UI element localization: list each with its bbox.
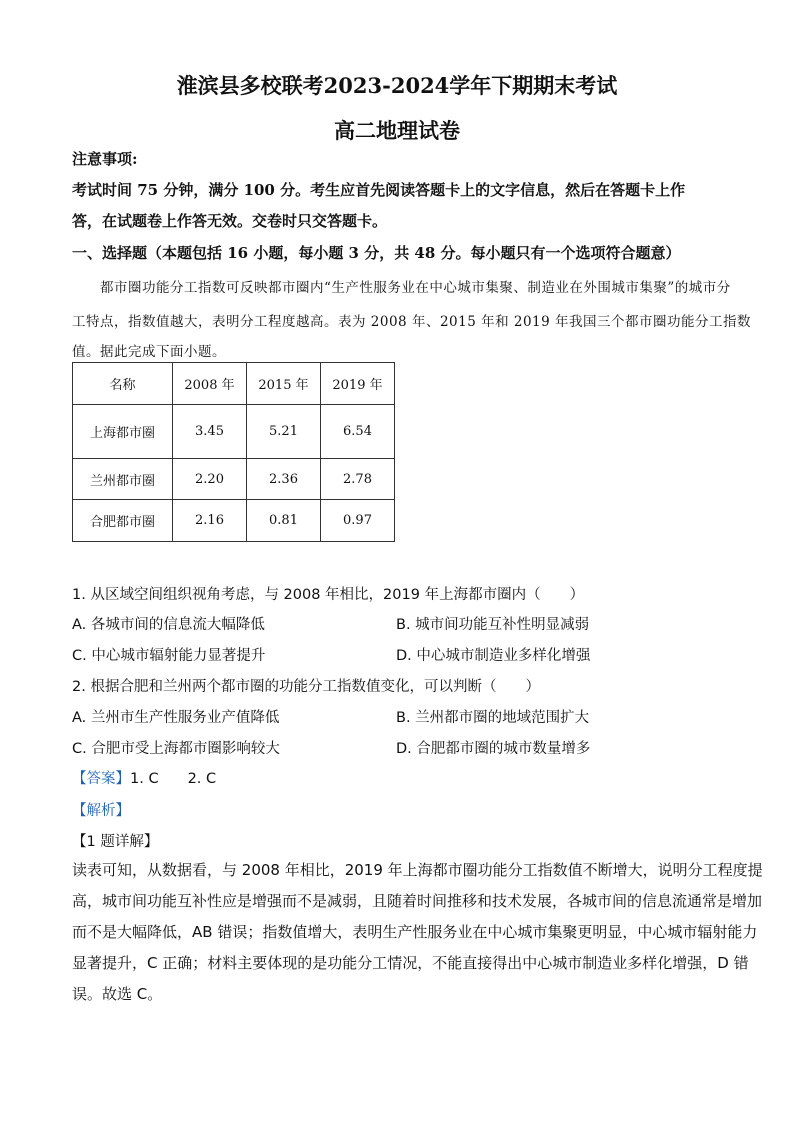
table-cell: 上海都市圈 (73, 405, 173, 459)
table-row (73, 405, 395, 459)
table-cell: 兰州都市圈 (73, 459, 173, 500)
analysis-line-1: 读表可知，从数据看，与 2008 年相比，2019 年上海都市圈功能分工指数值不断增大，说明分工程度提 (72, 861, 763, 879)
table-row (73, 459, 395, 500)
table-row (73, 500, 395, 542)
table-cell: 2.36 (247, 459, 321, 500)
question-2-option-c: C. 合肥市受上海都市圈影响较大 (72, 741, 280, 757)
data-table (72, 362, 395, 542)
analysis-line-3: 而不是大幅降低，AB 错误；指数值增大，表明生产性服务业在中心城市集聚更明显，中心城市辐射能力 (72, 923, 758, 941)
notice-line-2: 答，在试题卷上作答无效。交卷时只交答题卡。 (72, 212, 388, 230)
question-2-option-d: D. 合肥都市圈的城市数量增多 (396, 741, 591, 757)
analysis-line-2: 高，城市间功能互补性应是增强而不是减弱，且随着时间推移和技术发展，各城市间的信息流通常是增加 (72, 892, 763, 910)
question-2-option-a: A. 兰州市生产性服务业产值降低 (72, 710, 280, 726)
material-line-1: 都市圈功能分工指数可反映都市圈内“生产性服务业在中心城市集聚、制造业在外围城市集聚”的城市分 (100, 280, 731, 296)
material-line-2: 工特点，指数值越大，表明分工程度越高。表为 2008 年、2015 年和 2019 年我国三个都市圈功能分工指数 (72, 314, 752, 330)
table-cell: 0.81 (247, 500, 321, 542)
question-1-option-b: B. 城市间功能互补性明显减弱 (396, 617, 590, 633)
question-1-option-d: D. 中心城市制造业多样化增强 (396, 648, 591, 664)
exam-title: 淮滨县多校联考2023-2024学年下期期末考试 (176, 73, 618, 98)
answer-label: 【答案】 (72, 771, 130, 787)
table-cell: 2.16 (173, 500, 247, 542)
notice-line-1: 考试时间 75 分钟，满分 100 分。考生应首先阅读答题卡上的文字信息，然后在答题卡上作 (72, 181, 686, 199)
question-1-option-a: A. 各城市间的信息流大幅降低 (72, 617, 265, 633)
question-2-stem: 2. 根据合肥和兰州两个都市圈的功能分工指数值变化，可以判断（ ） (72, 679, 540, 695)
table-header-cell: 2019 年 (321, 363, 395, 405)
notice-heading: 注意事项: (72, 150, 138, 168)
table-header-row (73, 363, 395, 405)
exam-subtitle: 高二地理试卷 (334, 118, 460, 143)
question-1-option-c: C. 中心城市辐射能力显著提升 (72, 648, 266, 664)
answer-value: 1. C 2. C (130, 771, 217, 787)
table-header-cell: 2015 年 (247, 363, 321, 405)
table-cell: 0.97 (321, 500, 395, 542)
analysis-line-4: 显著提升，C 正确；材料主要体现的是功能分工情况，不能直接得出中心城市制造业多样化增强，D 错 (72, 954, 749, 972)
analysis-label: 【解析】 (72, 803, 130, 819)
table-cell: 5.21 (247, 405, 321, 459)
table-cell: 6.54 (321, 405, 395, 459)
table-cell: 2.78 (321, 459, 395, 500)
detail-label: 【1 题详解】 (72, 834, 159, 850)
table-header-cell: 2008 年 (173, 363, 247, 405)
question-2-option-b: B. 兰州都市圈的地域范围扩大 (396, 710, 590, 726)
answer-line (72, 767, 216, 788)
table-cell: 2.20 (173, 459, 247, 500)
table-cell: 3.45 (173, 405, 247, 459)
section-heading: 一、选择题（本题包括 16 小题，每小题 3 分，共 48 分。每小题只有一个选项符合题意） (72, 244, 681, 262)
material-line-3: 值。据此完成下面小题。 (72, 344, 226, 360)
table-header-cell: 名称 (73, 363, 173, 405)
question-1-stem: 1. 从区域空间组织视角考虑，与 2008 年相比，2019 年上海都市圈内（ ） (72, 587, 585, 603)
analysis-line-5: 误。故选 C。 (72, 985, 163, 1003)
table-cell: 合肥都市圈 (73, 500, 173, 542)
